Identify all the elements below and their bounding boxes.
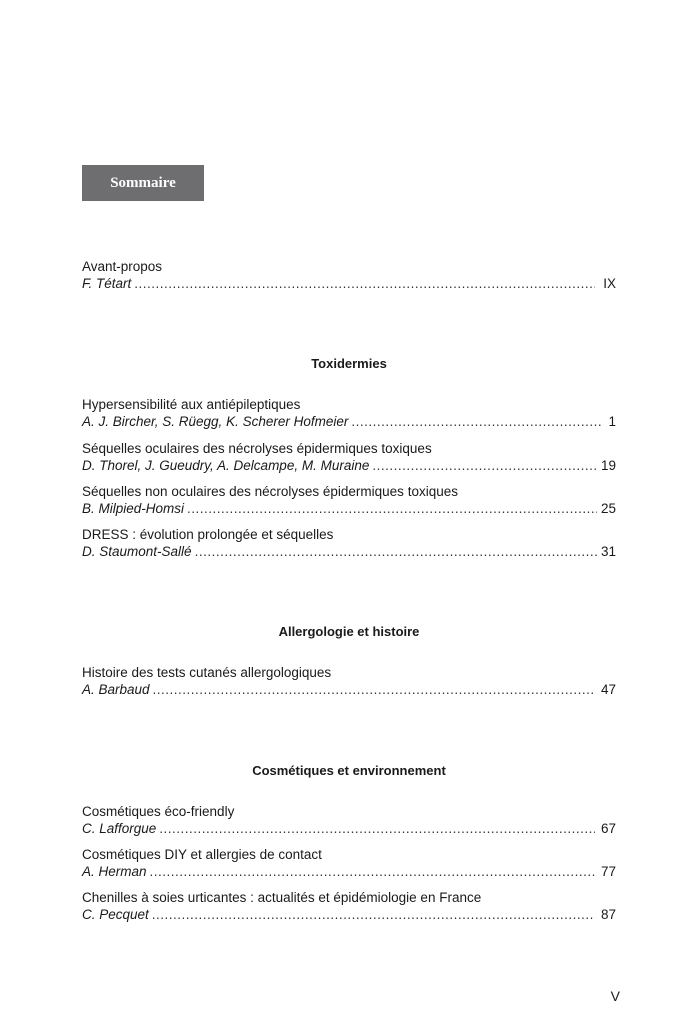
page-title: Sommaire [110,174,176,191]
entry-page-number: 25 [600,501,616,516]
toc-entry[interactable] [82,526,616,560]
dot-leader [150,863,596,880]
entry-author: A. Barbaud [82,682,150,697]
entry-title: Avant-propos [82,259,163,274]
entry-page-number: IX [603,276,616,291]
entry-page-number: 77 [600,864,616,879]
section-heading-allergologie: Allergologie et histoire [278,624,420,639]
sommaire-title-box [82,165,204,201]
entry-page-number: 87 [600,907,616,922]
section-heading-toxidermies: Toxidermies [311,356,387,371]
dot-leader [351,413,603,430]
entry-author: B. Milpied-Homsi [82,501,185,516]
entry-author: D. Thorel, J. Gueudry, A. Delcampe, M. Muraine [82,458,370,473]
toc-entry[interactable] [82,846,616,880]
toc-entry[interactable] [82,483,616,517]
dot-leader [187,500,597,517]
entry-title: Histoire des tests cutanés allergologiques [82,665,332,680]
entry-author: F. Tétart [82,276,132,291]
dot-leader [159,820,595,837]
entry-author: D. Staumont-Sallé [82,544,192,559]
entry-title: Cosmétiques éco-friendly [82,804,235,819]
entry-title: Cosmétiques DIY et allergies de contact [82,847,322,862]
entry-page-number: 31 [600,544,616,559]
toc-entry[interactable] [82,440,616,474]
entry-author: A. J. Bircher, S. Rüegg, K. Scherer Hofmeier [82,414,349,429]
entry-title: Hypersensibilité aux antiépileptiques [82,397,301,412]
dot-leader [372,457,598,474]
dot-leader [195,543,597,560]
entry-title: Chenilles à soies urticantes : actualités et épidémiologie en France [82,890,482,905]
toc-entry[interactable] [82,664,616,698]
entry-author: C. Lafforgue [82,821,157,836]
dot-leader [152,906,595,923]
section-heading-cosmetiques: Cosmétiques et environnement [252,763,446,778]
entry-page-number: 19 [600,458,616,473]
toc-entry-foreword[interactable] [82,258,616,292]
page-folio: V [610,988,620,1004]
toc-entry[interactable] [82,889,616,923]
entry-title: Séquelles oculaires des nécrolyses épidermiques toxiques [82,441,432,456]
entry-title: Séquelles non oculaires des nécrolyses épidermiques toxiques [82,484,458,499]
toc-entry[interactable] [82,396,616,430]
toc-entry[interactable] [82,803,616,837]
entry-title: DRESS : évolution prolongée et séquelles [82,527,334,542]
entry-author: A. Herman [82,864,147,879]
entry-page-number: 47 [600,682,616,697]
entry-page-number: 67 [600,821,616,836]
dot-leader [134,275,594,292]
entry-author: C. Pecquet [82,907,149,922]
dot-leader [153,681,596,698]
entry-page-number: 1 [608,414,616,429]
